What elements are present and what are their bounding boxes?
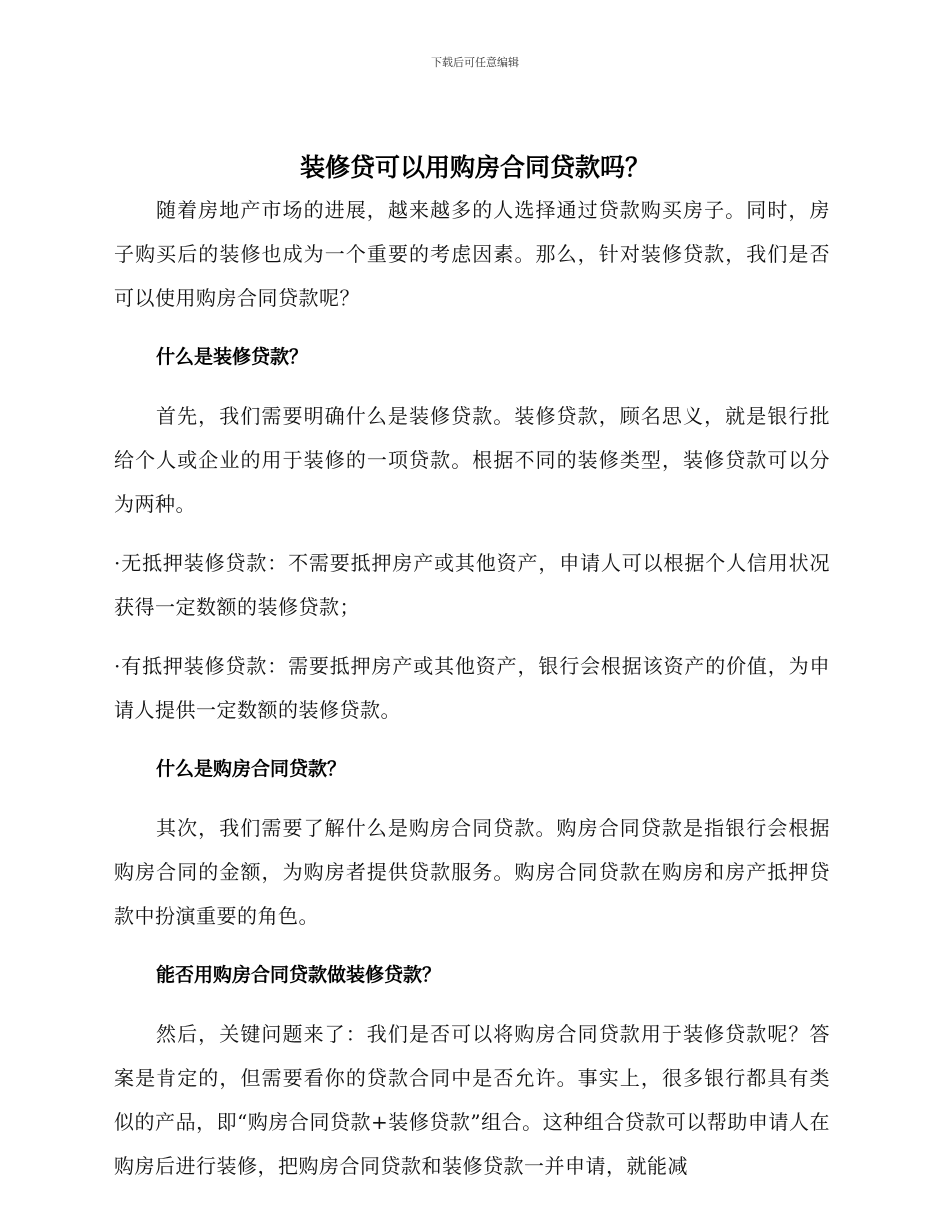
heading-can-use-for-renovation: 能否用购房合同贷款做装修贷款？ <box>156 964 442 986</box>
page-header-note: 下载后可任意编辑 <box>431 56 519 69</box>
document-body <box>114 188 830 1203</box>
purchase-contract-loan-definition: 其次，我们需要了解什么是购房合同贷款。购房合同贷款是指银行会根据购房合同的金额，为购房者提供贷款服务。购房合同贷款在购房和房产抵押贷款中扮演重要的角色。 <box>114 816 830 928</box>
intro-paragraph: 随着房地产市场的进展，越来越多的人选择通过贷款购买房子。同时，房子购买后的装修也成为一个重要的考虑因素。那么，针对装修贷款，我们是否可以使用购房合同贷款呢？ <box>114 198 830 310</box>
renovation-loan-definition: 首先，我们需要明确什么是装修贷款。装修贷款，顾名思义，就是银行批给个人或企业的用于装修的一项贷款。根据不同的装修类型，装修贷款可以分为两种。 <box>114 404 830 516</box>
document-title: 装修贷可以用购房合同贷款吗？ <box>299 153 650 182</box>
bullet-secured-loan: ·有抵押装修贷款：需要抵押房产或其他资产，银行会根据该资产的价值，为申请人提供一定数额的装修贷款。 <box>114 654 830 722</box>
answer-paragraph: 然后，关键问题来了：我们是否可以将购房合同贷款用于装修贷款呢？答案是肯定的，但需要看你的贷款合同中是否允许。事实上，很多银行都具有类似的产品，即“购房合同贷款+装修贷款”组合。这种组合贷款可以帮助申请人在购房后进行装修，把购房合同贷款和装修贷款一并申请，就能减 <box>114 1022 830 1178</box>
heading-what-is-purchase-contract-loan: 什么是购房合同贷款？ <box>156 758 347 780</box>
heading-what-is-renovation-loan: 什么是装修贷款？ <box>156 346 309 368</box>
bullet-unsecured-loan: ·无抵押装修贷款：不需要抵押房产或其他资产，申请人可以根据个人信用状况获得一定数额的装修贷款； <box>114 551 830 619</box>
